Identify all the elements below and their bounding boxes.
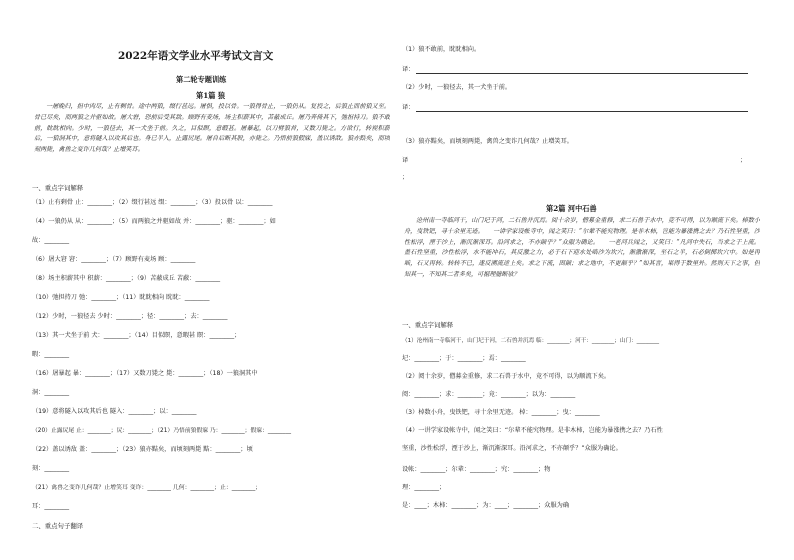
vocab-line: （19）意将隧入以攻其后也 隧入：________；以：________ xyxy=(32,408,197,415)
vocab-line: 洞：________ xyxy=(32,389,70,396)
vocab-line: 故：________ xyxy=(32,237,70,244)
vocab-line: （1）沧州南一寺临河干，山门圮于河，二石兽并沉焉 临：________；河干：________；山门：________ xyxy=(402,338,660,344)
left-column xyxy=(30,0,392,560)
semicolon-mark: ； xyxy=(402,174,409,181)
part2-heading: 二、重点句子翻译 xyxy=(32,522,84,530)
vocab-line: 理：________； xyxy=(402,484,446,491)
section-1-title: 第1篇 狼 xyxy=(196,91,226,100)
vocab-line: （6）屠大窘 窘：________；（7）顾野有麦场 顾：________ xyxy=(32,256,196,263)
document-subtitle: 第二轮专题训练 xyxy=(176,75,227,84)
part1-heading-2: 一、重点字词解释 xyxy=(402,321,454,329)
vocab-line: 设帐：________；尔辈：________；究：________；物 xyxy=(402,466,551,473)
vocab-line: （12）少时，一狼径去 少时：________；径：________；去：________ xyxy=(32,313,228,320)
vocab-line: 是：____；木柿：________；为：____；________；众服为确 xyxy=(402,502,570,509)
vocab-line: 暇：________ xyxy=(32,351,70,358)
vocab-line: （10）弛担持刀 弛：________；（11）眈眈相向 眈眈：________ xyxy=(32,294,210,301)
vocab-line: （8）场主积薪其中 积薪：________；（9）苫蔽成丘 苫蔽：________ xyxy=(32,275,221,282)
passage-stone-beast: 沧州南一寺临河干，山门圮于河，二石兽并沉焉。阅十余岁，僧募金重修，求二石兽于水中，竟不可得，以为顺流下矣。棹数小舟，曳铁钯，寻十余里无迹。 一讲学家设帐寺中，闻之笑曰：“尔辈不能究物理。是非木柿，岂能为暴涨携之去？乃石性坚重，沙性松浮，湮于沙上，渐沉渐深耳。沿河求之，不亦颠乎？”众服为确论。 一老河兵闻之，又笑曰：“凡河中失石，当求之于上流。盖石性坚重，沙性松浮，水不能冲石，其反激之力，必于石下迎水处啮沙为坎穴，渐激渐深，至石之半，石必倒掷坎穴中。如是再啮，石又再转。转转不已，遂反溯流逆上矣。求之下流，固颠；求之地中，不更颠乎？”如其言，果得于数里外。然则天下之事，但知其一，不知其二者多矣，可据理臆断欤？ xyxy=(404,217,760,278)
vocab-line: 坚重，沙性松浮，湮于沙上，渐沉渐深耳。沿河求之，不亦颠乎？”众服为确论。 xyxy=(402,445,622,452)
vocab-line: 刻：________ xyxy=(32,465,70,472)
vocab-line: （13）其一犬坐于前 犬：________；（14）目似瞑，意暇甚 瞑：________； xyxy=(32,332,241,339)
vocab-line: 阅：________；求：________；竟：________；以为：________ xyxy=(402,391,576,398)
semicolon-mark: ； xyxy=(740,157,747,164)
vocab-line: 耳：________ xyxy=(32,503,70,510)
answer-line[interactable] xyxy=(416,111,748,112)
translation-label: 译： xyxy=(402,104,415,111)
right-column xyxy=(402,0,762,560)
translation-question: （1）狼不敢前，眈眈相向。 xyxy=(402,46,481,53)
vocab-line: （3）棹数小舟，曳铁钯，寻十余里无迹。 棹：________；曳：________ xyxy=(402,409,600,416)
passage-wolf: 一屠晚归，担中肉尽，止有剩骨。途中两狼，缀行甚远。屠惧，投以骨。一狼得骨止，一狼仍从。复投之，后狼止而前狼又至。骨已尽矣，而两狼之并驱如故。屠大窘，恐前后受其敌。顾野有麦场，场主积薪其中，苫蔽成丘。屠乃奔倚其下，弛担持刀。狼不敢前，眈眈相向。少时，一狼径去，其一犬坐于前。久之，目似瞑，意暇甚。屠暴起，以刀劈狼首，又数刀毙之。方欲行，转视积薪后，一狼洞其中，意将隧入以攻其后也。身已半入，止露尻尾。屠自后断其股，亦毙之。乃悟前狼假寐，盖以诱敌。狼亦黠矣，而顷刻两毙，禽兽之变诈几何哉？止增笑耳。 xyxy=(34,103,390,154)
part1-heading: 一、重点字词解释 xyxy=(32,184,84,192)
translation-question: （3）狼亦黠矣，而顷刻两毙，禽兽之变诈几何哉？止增笑耳。 xyxy=(402,138,573,145)
vocab-line: （1）止有剩骨 止：________；（2）缀行甚远 缀：________；（3）投以骨 以：________ xyxy=(32,199,273,206)
vocab-line: （21）禽兽之变诈几何哉？止增笑耳 变诈：________ 几何：________；止：________； xyxy=(32,485,262,491)
answer-line[interactable] xyxy=(416,73,748,74)
section-2-title: 第2篇 河中石兽 xyxy=(546,204,597,213)
vocab-line: （22）盖以诱敌 盖：________；（23）狼亦黠矣，而顷刻两毙 黠：________；顷 xyxy=(32,446,253,453)
document-title: 2022年语文学业水平考试文言文 xyxy=(118,50,274,62)
vocab-line: （4）一狼仍从 从：________；（5）而两狼之并驱如故 并：________；驱：________；如 xyxy=(32,218,276,225)
vocab-line: 圮：________；于：________；焉：________ xyxy=(402,355,526,362)
vocab-line: （20）止露尻尾 止：________；尻：________；（21）乃悟前狼假寐 乃：________；假寐：________ xyxy=(32,428,292,434)
translation-question: （2）少时，一狼径去，其一犬坐于前。 xyxy=(402,84,512,91)
translation-label: 译： xyxy=(402,66,415,73)
vocab-line: （2）阅十余岁，僧募金重修，求二石兽于水中，竟不可得，以为顺流下矣。 xyxy=(402,373,611,380)
translation-label: 译 xyxy=(402,157,409,164)
vocab-line: （16）屠暴起 暴：________；（17）又数刀毙之 毙：________；（18）一狼洞其中 xyxy=(32,370,258,377)
vocab-line: （4）一讲学家设帐寺中，闻之笑曰：“尔辈不能究物理。是非木柿，岂能为暴涨携之去？乃石性 xyxy=(402,427,663,434)
